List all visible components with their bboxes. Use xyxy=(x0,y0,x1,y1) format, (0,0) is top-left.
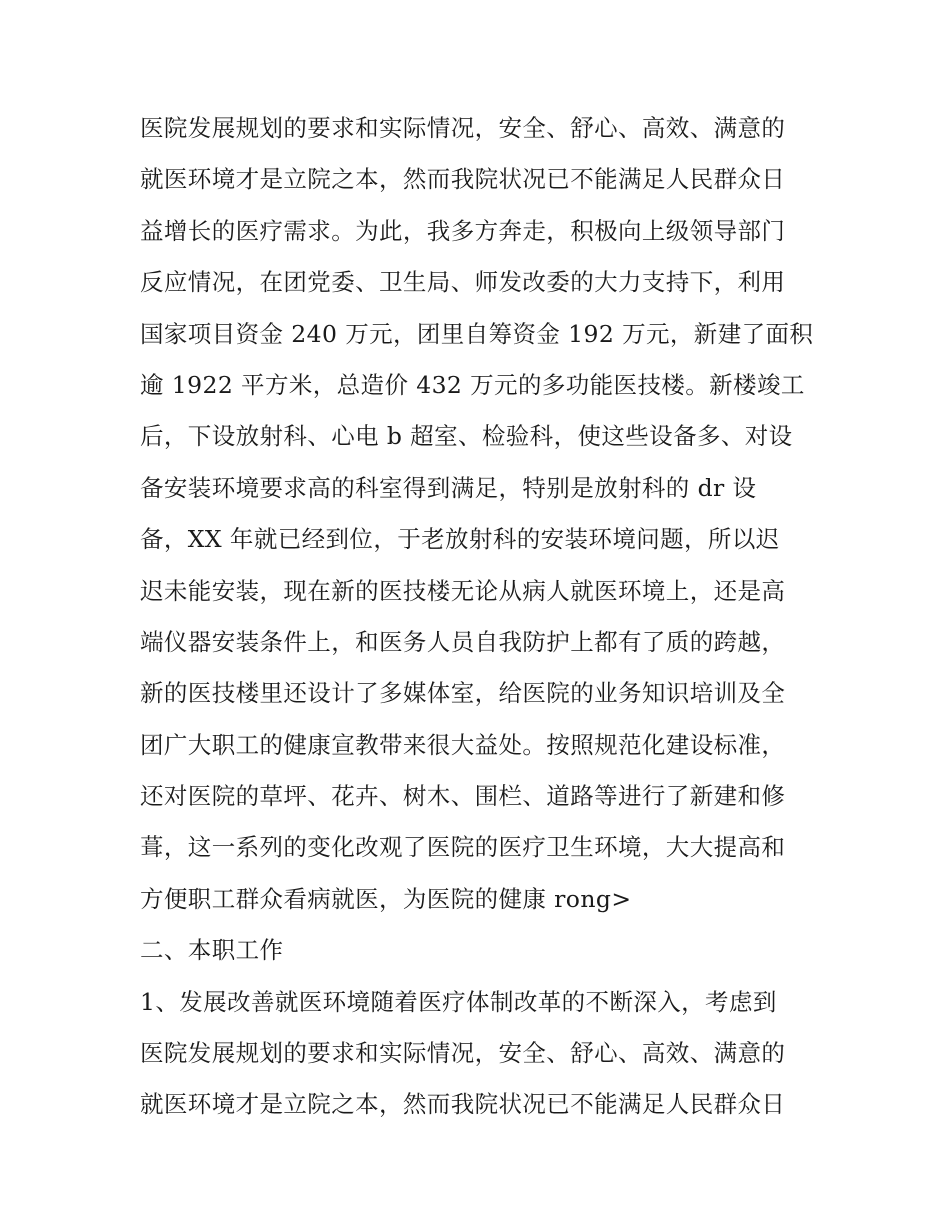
body-line-1: 医院发展规划的要求和实际情况，安全、舒心、高效、满意的 xyxy=(140,114,786,142)
body-line-20: 就医环境才是立院之本，然而我院状况已不能满足人民群众日 xyxy=(140,1090,786,1119)
body-line-7: 后，下设放射科、心电 b 超室、检验科，使这些设备多、对设 xyxy=(140,422,793,451)
body-line-11: 端仪器安装条件上，和医务人员自我防护上都有了质的跨越， xyxy=(140,627,786,656)
body-line-10: 迟未能安装，现在新的医技楼无论从病人就医环境上，还是高 xyxy=(140,576,786,605)
body-line-2: 就医环境才是立院之本，然而我院状况已不能满足人民群众日 xyxy=(140,165,786,194)
body-line-15: 葺，这一系列的变化改观了医院的医疗卫生环境，大大提高和 xyxy=(140,833,786,862)
body-line-19: 医院发展规划的要求和实际情况，安全、舒心、高效、满意的 xyxy=(140,1039,786,1068)
body-line-18: 1、发展改善就医环境随着医疗体制改革的不断深入，考虑到 xyxy=(140,987,777,1016)
body-line-3: 益增长的医疗需求。为此，我多方奔走，积极向上级领导部门 xyxy=(140,216,786,245)
document-body xyxy=(140,103,820,1131)
body-line-6: 逾 1922 平方米，总造价 432 万元的多功能医技楼。新楼竣工 xyxy=(140,370,805,399)
section-heading: 二、本职工作 xyxy=(140,936,284,965)
body-line-8: 备安装环境要求高的科室得到满足，特别是放射科的 dr 设 xyxy=(140,473,757,502)
body-line-5: 国家项目资金 240 万元，团里自筹资金 192 万元，新建了面积 xyxy=(140,319,814,348)
body-line-14: 还对医院的草坪、花卉、树木、围栏、道路等进行了新建和修 xyxy=(140,782,786,811)
body-line-4: 反应情况，在团党委、卫生局、师发改委的大力支持下，利用 xyxy=(140,268,786,297)
body-line-16: 方便职工群众看病就医，为医院的健康 rong> xyxy=(140,884,632,913)
body-line-9: 备，XX 年就已经到位，于老放射科的安装环境问题，所以迟 xyxy=(140,525,780,554)
body-line-12: 新的医技楼里还设计了多媒体室，给医院的业务知识培训及全 xyxy=(140,679,786,708)
body-line-13: 团广大职工的健康宣教带来很大益处。按照规范化建设标准， xyxy=(140,730,786,759)
